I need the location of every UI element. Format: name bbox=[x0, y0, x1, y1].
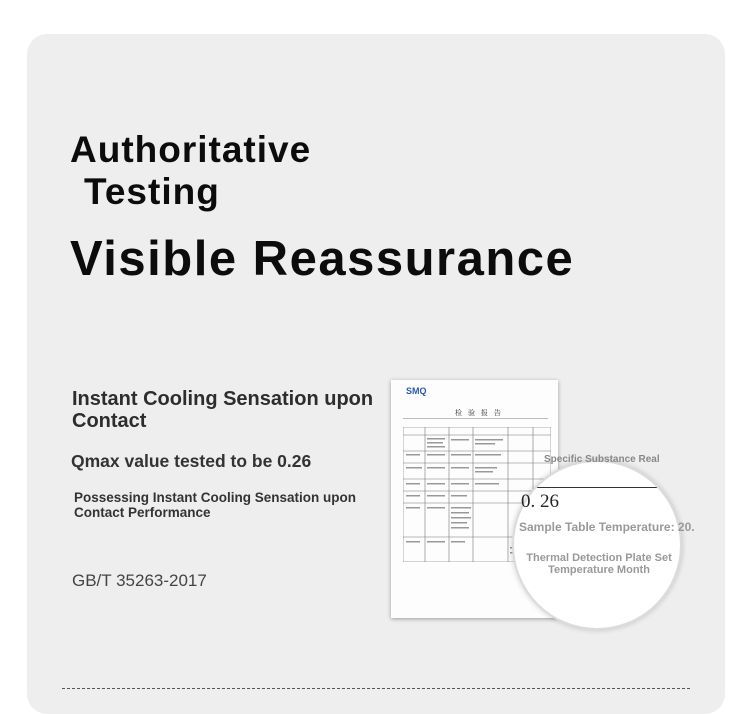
feature-description: Possessing Instant Cooling Sensation upon Contact Performance bbox=[74, 490, 357, 520]
headline-authoritative: Authoritative bbox=[70, 129, 312, 170]
report-title: 检 验 报 告 bbox=[455, 410, 503, 417]
report-divider bbox=[403, 418, 548, 422]
qmax-text: Qmax value tested to be 0.26 bbox=[71, 451, 312, 471]
magnifier-lens bbox=[512, 460, 682, 630]
headline-visible-reassurance: Visible Reassurance bbox=[70, 232, 575, 286]
report-logo: SMQ bbox=[406, 386, 427, 396]
magnified-value: 0. 26 bbox=[521, 491, 559, 512]
headline-testing: Testing bbox=[84, 171, 220, 212]
magnified-label-substance: Specific Substance Real bbox=[544, 454, 660, 465]
lens-table-line bbox=[514, 462, 680, 488]
standard-code: GB/T 35263-2017 bbox=[72, 571, 207, 590]
magnified-label-sample-temp: Sample Table Temperature: 20. bbox=[519, 520, 695, 534]
magnified-label-plate-temp: Thermal Detection Plate Set Temperature Month bbox=[526, 552, 672, 576]
feature-title: Instant Cooling Sensation upon Contact bbox=[72, 388, 374, 432]
